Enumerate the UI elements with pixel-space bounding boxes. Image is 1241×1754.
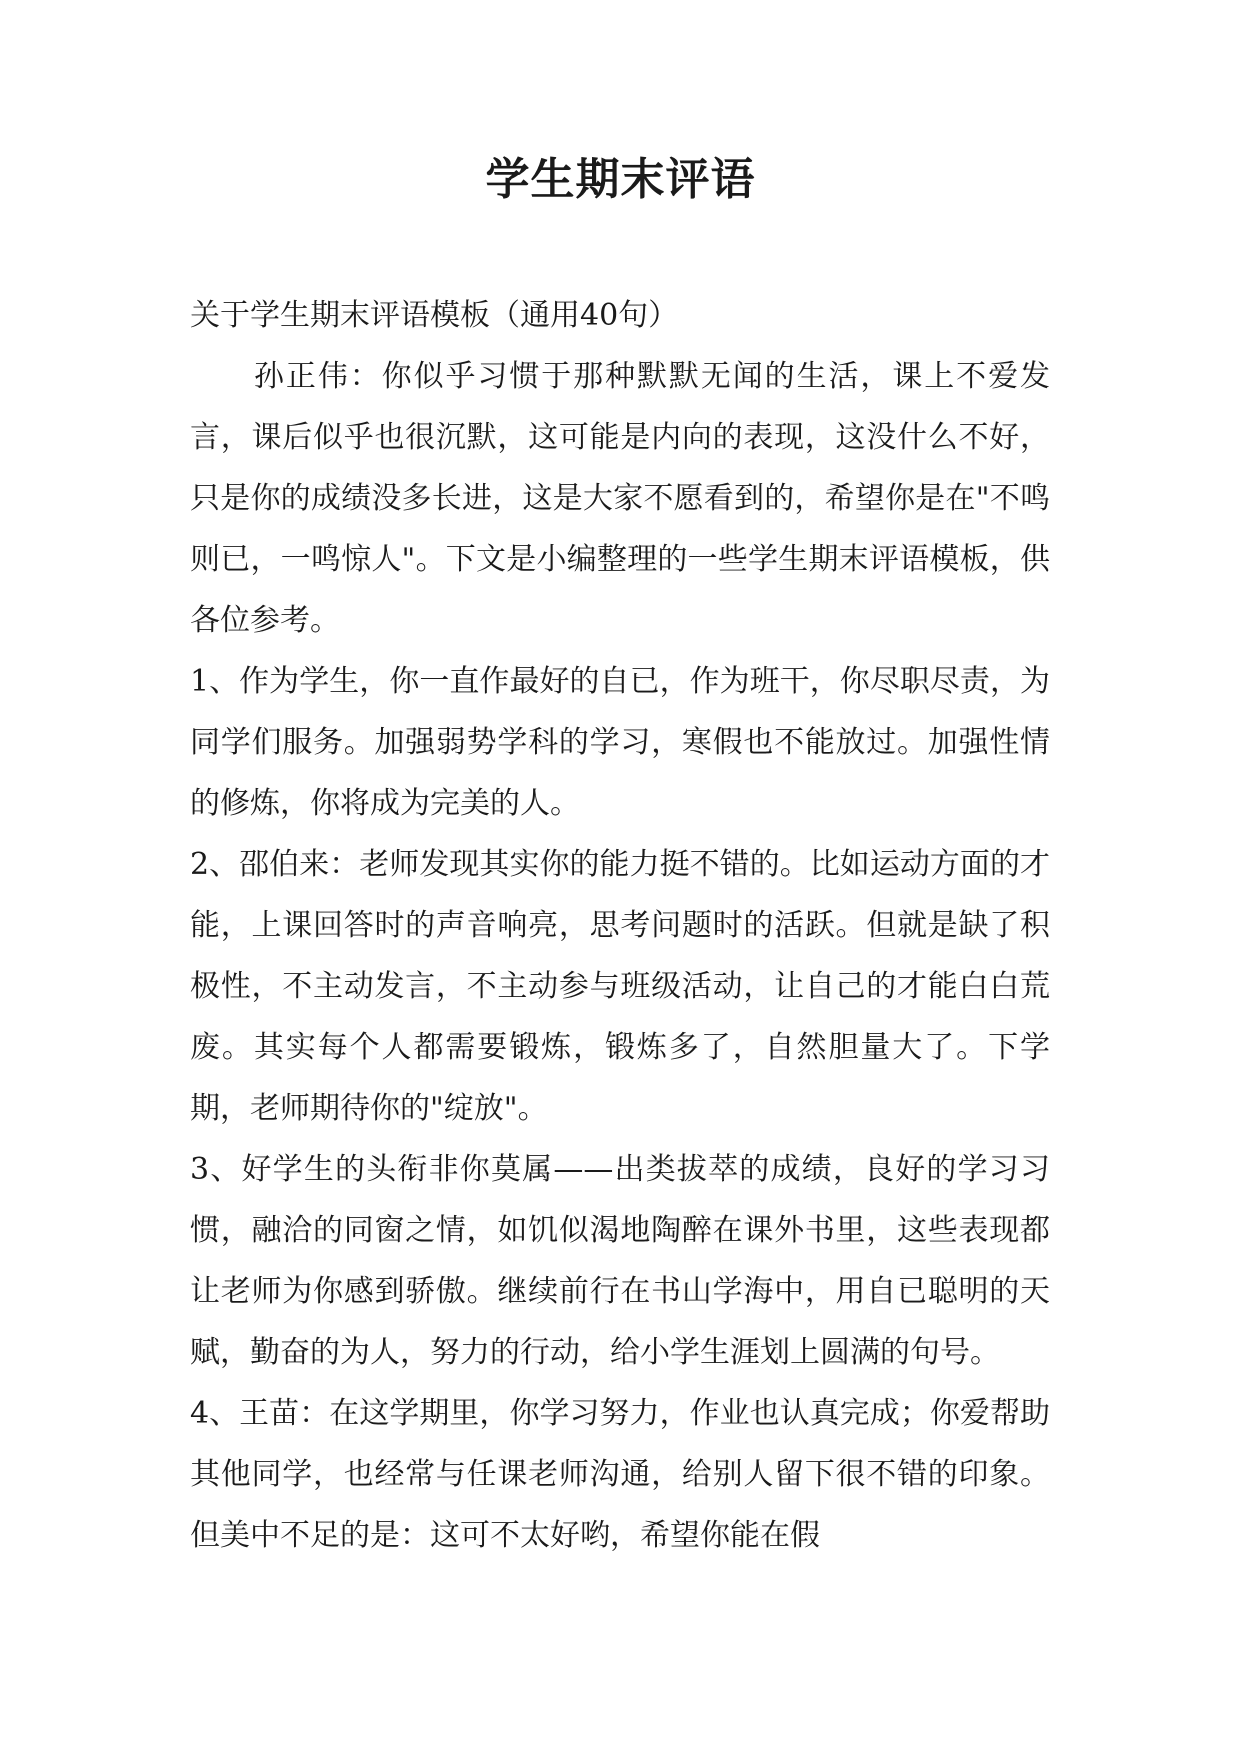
paragraph-comment-3: 3、好学生的头衔非你莫属——出类拔萃的成绩，良好的学习习惯，融洽的同窗之情，如饥似渴地陶醉在课外书里，这些表现都让老师为你感到骄傲。继续前行在书山学海中，用自已聪明的天赋，勤奋的为人，努力的行动，给小学生涯划上圆满的句号。 xyxy=(190,1152,1050,1370)
paragraph-comment-1: 1、作为学生，你一直作最好的自已，作为班干，你尽职尽责，为同学们服务。加强弱势学科的学习，寒假也不能放过。加强性情的修炼，你将成为完美的人。 xyxy=(190,664,1050,821)
paragraph-comment-2: 2、邵伯来：老师发现其实你的能力挺不错的。比如运动方面的才能，上课回答时的声音响亮，思考问题时的活跃。但就是缺了积极性，不主动发言，不主动参与班级活动，让自己的才能白白荒废。其实每个人都需要锻炼，锻炼多了，自然胆量大了。下学期，老师期待你的"绽放"。 xyxy=(190,847,1050,1126)
page-title: 学生期末评语 xyxy=(485,154,756,205)
paragraph-comment-4: 4、王苗：在这学期里，你学习努力，作业也认真完成；你爱帮助其他同学，也经常与任课老师沟通，给别人留下很不错的印象。但美中不足的是：这可不太好哟，希望你能在假 xyxy=(190,1396,1050,1553)
paragraph-intro: 孙正伟：你似乎习惯于那种默默无闻的生活，课上不爱发言，课后似乎也很沉默，这可能是内向的表现，这没什么不好，只是你的成绩没多长进，这是大家不愿看到的，希望你是在"不鸣则已，一鸣惊人"。下文是小编整理的一些学生期末评语模板，供各位参考。 xyxy=(190,359,1050,638)
document-subtitle: 关于学生期末评语模板（通用40句） xyxy=(190,298,679,333)
document-body xyxy=(190,285,1050,1566)
